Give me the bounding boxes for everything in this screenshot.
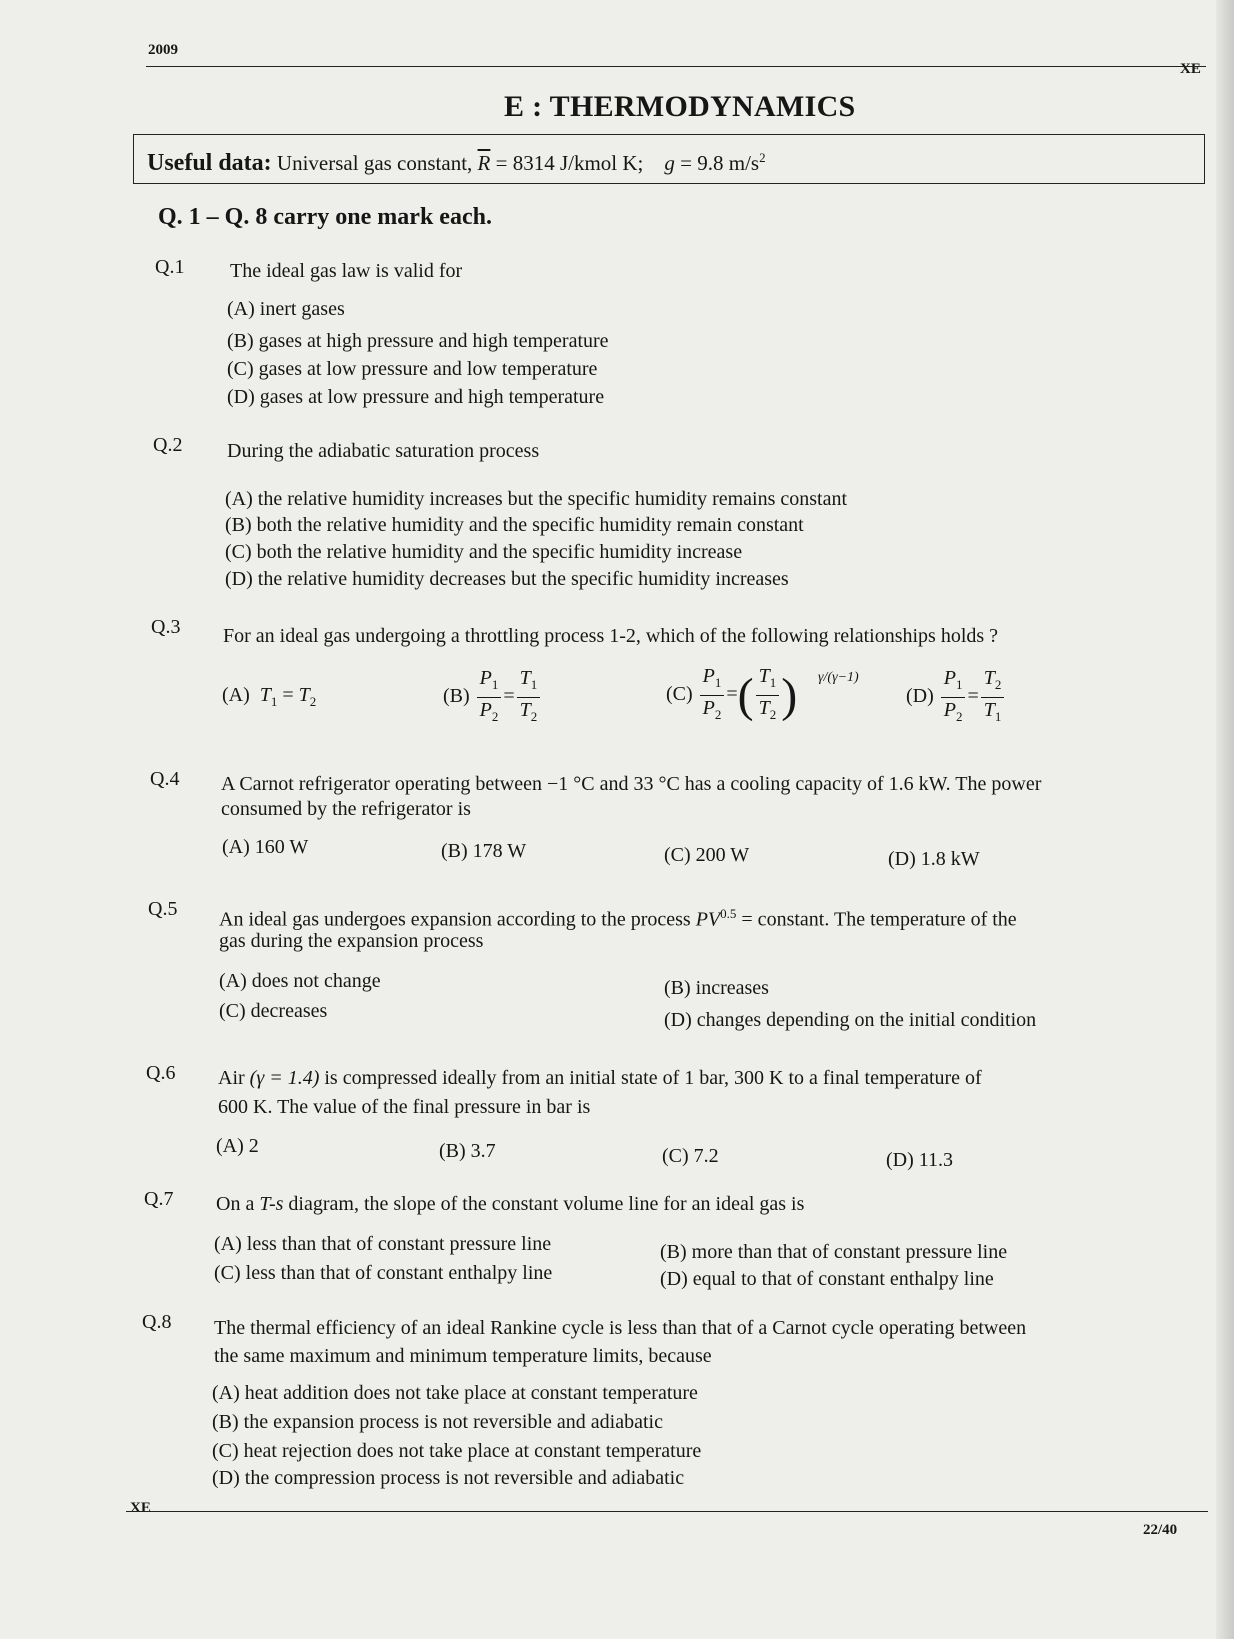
- option-c: (C) $\frac{P_1}{P_2}$ =( $\frac{T_1}{T_2}$ ): [666, 665, 798, 722]
- option-b: (B) increases: [664, 977, 769, 999]
- q5-text-pre: An ideal gas undergoes expansion according to the process: [219, 908, 691, 931]
- option-a: (A) inert gases: [227, 298, 345, 320]
- option-d: (D) gases at low pressure and high temperature: [227, 386, 605, 408]
- option-d: (D) $\frac{P_1}{P_2}$ = $\frac{T_2}{T_1}$: [906, 666, 1006, 729]
- question-text: For an ideal gas undergoing a throttling process 1-2, which of the following relationships holds ?: [223, 625, 999, 647]
- footer-page-number: 22/40: [1143, 1522, 1178, 1538]
- q7-text-post: diagram, the slope of the constant volume line for an ideal gas is: [288, 1193, 805, 1215]
- option-c-exponent: γ/(γ−1): [818, 670, 859, 685]
- option-b: (B) $\frac{P_1}{P_2}$ = $\frac{T_1}{T_2}$: [443, 666, 542, 729]
- q7-text-pre: On a: [216, 1193, 255, 1215]
- option-a: (A) $T_1 = T_2$: [222, 684, 317, 709]
- q6-text-post: is compressed ideally from an initial state of 1 bar, 300 K to a final temperature of: [324, 1067, 982, 1089]
- question-text-line-2: consumed by the refrigerator is: [221, 798, 471, 820]
- page-edge-shadow: [1216, 0, 1234, 1639]
- useful-data-box: [133, 134, 1205, 184]
- useful-data-text: Universal gas constant,: [276, 151, 473, 175]
- gas-constant-value: = 8314 J/kmol K;: [495, 151, 644, 175]
- question-number: Q.2: [153, 434, 183, 456]
- option-d: (D) changes depending on the initial condition: [664, 1009, 1037, 1031]
- option-c: (C) less than that of constant enthalpy line: [214, 1262, 553, 1284]
- option-c: (C) gases at low pressure and low temperature: [227, 358, 598, 380]
- question-text-line-1: The thermal efficiency of an ideal Rankine cycle is less than that of a Carnot cycle operating between: [214, 1317, 1027, 1339]
- gravity-symbol: g: [664, 151, 675, 175]
- section-title: E : THERMODYNAMICS: [504, 90, 856, 123]
- gravity-value: = 9.8 m/s: [680, 151, 760, 175]
- option-c: (C) decreases: [219, 1000, 328, 1022]
- option-d: (D) the compression process is not reversible and adiabatic: [212, 1467, 685, 1489]
- option-c: (C) 200 W: [664, 844, 750, 866]
- option-d-label: (D): [906, 685, 934, 708]
- question-number: Q.1: [155, 256, 185, 278]
- option-a: (A) the relative humidity increases but the specific humidity remains constant: [225, 488, 848, 510]
- q7-ts: T-s: [259, 1193, 284, 1215]
- option-b-label: (B): [443, 685, 470, 708]
- option-b: (B) 178 W: [441, 840, 527, 862]
- option-b: (B) 3.7: [439, 1140, 496, 1162]
- option-b: (B) more than that of constant pressure line: [660, 1241, 1008, 1263]
- option-d: (D) 11.3: [886, 1149, 954, 1171]
- question-text: The ideal gas law is valid for: [230, 260, 463, 282]
- header-year: 2009: [148, 42, 178, 58]
- question-text: [216, 1192, 804, 1216]
- option-a: (A) less than that of constant pressure line: [214, 1233, 552, 1255]
- question-text-line-1: A Carnot refrigerator operating between −1 °C and 33 °C has a cooling capacity of 1.6 kW. The power: [221, 773, 1042, 795]
- question-number: Q.6: [146, 1062, 176, 1084]
- useful-data-label: Useful data:: [147, 150, 272, 176]
- option-d: (D) the relative humidity decreases but the specific humidity increases: [225, 568, 789, 590]
- q5-text-post: = constant. The temperature of the: [741, 908, 1017, 931]
- footer-paper-code: XE: [130, 1500, 151, 1516]
- gravity-exponent: 2: [759, 150, 766, 165]
- option-c: (C) both the relative humidity and the specific humidity increase: [225, 541, 743, 563]
- option-b: (B) both the relative humidity and the specific humidity remain constant: [225, 514, 804, 536]
- question-text-line-1: [219, 902, 1017, 932]
- question-number: Q.8: [142, 1311, 172, 1333]
- option-d: (D) equal to that of constant enthalpy line: [660, 1268, 994, 1290]
- option-c-label: (C): [666, 683, 693, 706]
- question-number: Q.5: [148, 898, 178, 920]
- option-b: (B) the expansion process is not reversible and adiabatic: [212, 1411, 663, 1433]
- option-a: (A) heat addition does not take place at constant temperature: [212, 1382, 698, 1404]
- question-number: Q.7: [144, 1188, 174, 1210]
- q6-text-pre: Air: [218, 1067, 245, 1089]
- marks-heading: Q. 1 – Q. 8 carry one mark each.: [158, 204, 492, 230]
- option-a: (A) 160 W: [222, 836, 309, 858]
- option-d: (D) 1.8 kW: [888, 848, 980, 870]
- option-a: (A) does not change: [219, 970, 381, 992]
- question-text: During the adiabatic saturation process: [227, 440, 540, 462]
- question-number: Q.3: [151, 616, 181, 638]
- q5-expression: PV: [695, 908, 721, 931]
- option-c: (C) 7.2: [662, 1145, 719, 1167]
- option-a: (A) 2: [216, 1135, 259, 1157]
- option-a-label: (A): [222, 684, 250, 706]
- question-number: Q.4: [150, 768, 180, 790]
- q5-exponent: 0.5: [720, 906, 737, 921]
- question-text-line-2: 600 K. The value of the final pressure in bar is: [218, 1096, 591, 1118]
- question-text-line-1: [218, 1066, 982, 1090]
- footer-rule: [126, 1511, 1208, 1512]
- question-text-line-2: gas during the expansion process: [219, 930, 484, 952]
- header-paper-code: XE: [1180, 61, 1201, 77]
- q6-gamma: (γ = 1.4): [249, 1067, 320, 1089]
- question-text-line-2: the same maximum and minimum temperature limits, because: [214, 1345, 712, 1367]
- option-c: (C) heat rejection does not take place at constant temperature: [212, 1440, 702, 1462]
- gas-constant-symbol: $\overline{R}$: [477, 151, 491, 175]
- header-rule: [146, 66, 1206, 67]
- option-b: (B) gases at high pressure and high temperature: [227, 330, 609, 352]
